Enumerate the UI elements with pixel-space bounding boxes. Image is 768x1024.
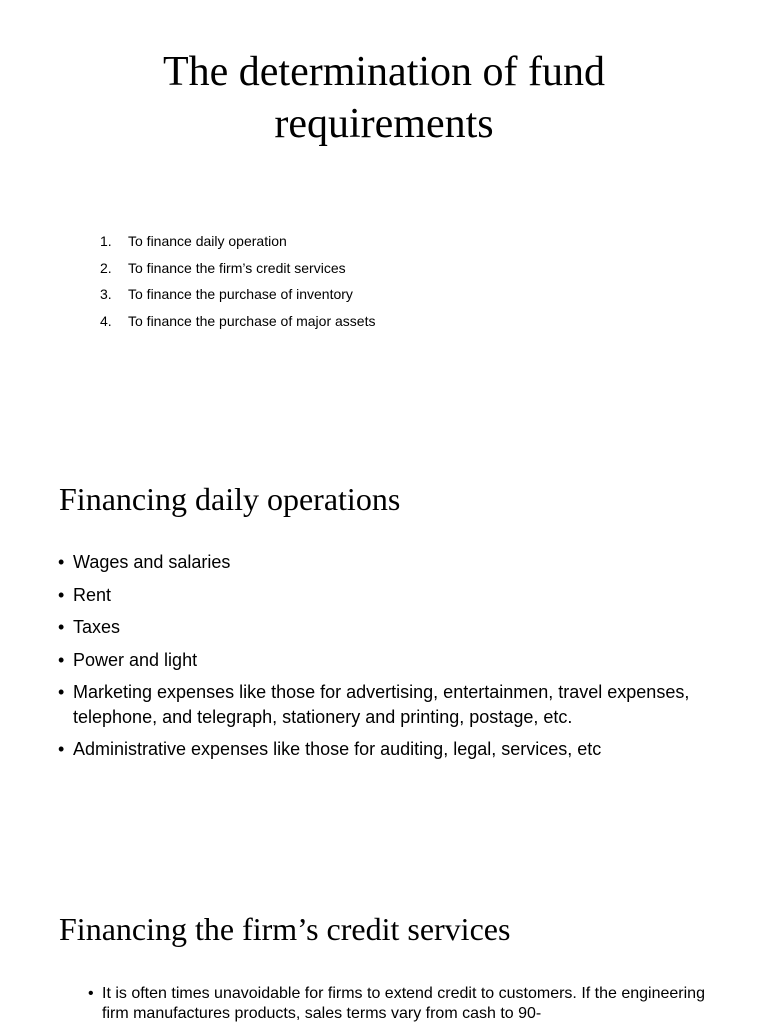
list-item bbox=[58, 583, 718, 608]
bullet-icon: • bbox=[58, 552, 65, 572]
bullet-icon: • bbox=[58, 649, 65, 670]
title-line-1: The determination of fund bbox=[162, 49, 606, 95]
list-item-text: To finance the purchase of major assets bbox=[128, 312, 376, 329]
list-number: 4. bbox=[100, 312, 112, 329]
list-item bbox=[100, 308, 375, 335]
list-item bbox=[58, 648, 718, 673]
list-item-text: Administrative expenses like those for auditing, legal, services, etc bbox=[73, 739, 602, 759]
title-line-2: requirements bbox=[274, 101, 494, 147]
slide-fund-requirements bbox=[0, 0, 768, 420]
list-item bbox=[58, 680, 718, 729]
list-item-text: Marketing expenses like those for advertising, entertainmen, travel expenses, telephone, and telegraph, stationery and printing, postage, etc. bbox=[73, 682, 690, 727]
list-number: 1. bbox=[100, 233, 112, 249]
list-item bbox=[88, 984, 708, 1024]
list-number: 3. bbox=[100, 286, 112, 302]
list-item-text: To finance daily operation bbox=[128, 233, 287, 249]
list-item bbox=[58, 550, 718, 575]
slide-heading: Financing daily operations bbox=[59, 481, 401, 517]
list-item-text: Rent bbox=[73, 584, 112, 605]
list-item bbox=[100, 228, 375, 255]
list-item-text: Power and light bbox=[73, 649, 198, 670]
bullet-list bbox=[88, 984, 708, 1024]
slide-daily-operations bbox=[0, 470, 768, 800]
bullet-icon: • bbox=[58, 739, 65, 759]
slide-heading: Financing the firm’s credit services bbox=[59, 911, 511, 947]
list-number: 2. bbox=[100, 259, 112, 276]
bullet-icon: • bbox=[88, 985, 94, 1002]
list-item-text: Wages and salaries bbox=[73, 552, 231, 572]
slide-credit-services bbox=[0, 900, 768, 1024]
bullet-icon: • bbox=[58, 682, 65, 702]
list-item-text: To finance the purchase of inventory bbox=[128, 286, 353, 302]
slide-title bbox=[0, 46, 768, 150]
list-item bbox=[58, 615, 718, 640]
list-item bbox=[100, 281, 375, 308]
list-item bbox=[58, 737, 718, 762]
bullet-list bbox=[58, 550, 718, 770]
bullet-icon: • bbox=[58, 617, 65, 637]
list-item bbox=[100, 255, 375, 282]
numbered-list bbox=[100, 228, 375, 334]
list-item-text: Taxes bbox=[73, 617, 121, 637]
bullet-icon: • bbox=[58, 584, 65, 605]
list-item-text: It is often times unavoidable for firms to extend credit to customers. If the engineering firm manufactures products, sales terms vary from cash to 90- bbox=[102, 985, 705, 1022]
list-item-text: To finance the firm’s credit services bbox=[128, 259, 346, 276]
